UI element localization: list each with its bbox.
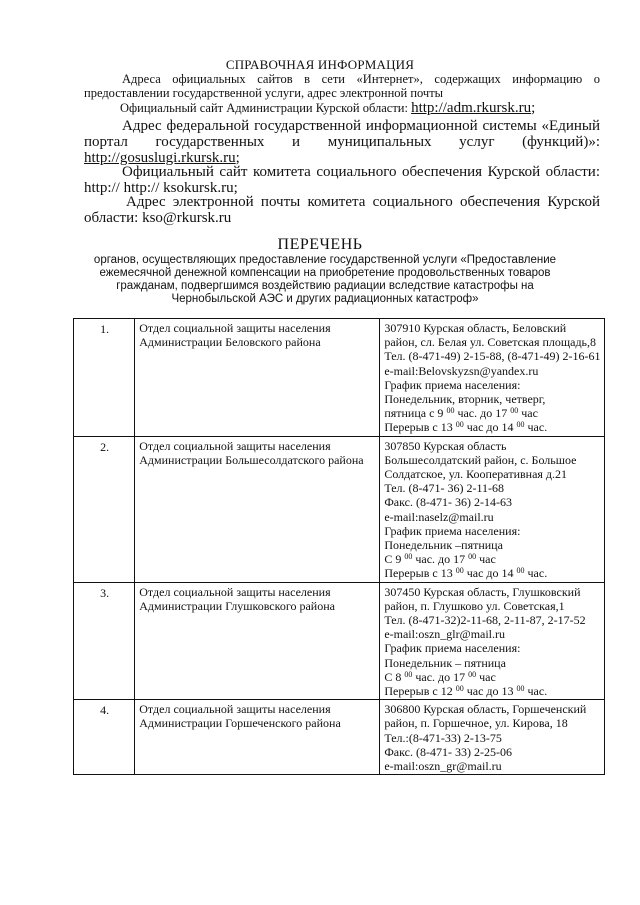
table-row [74, 319, 605, 437]
schedule-days: Понедельник, вторник, четверг, [384, 392, 546, 407]
list-subtitle: органов, осуществляющих предоставление государственной услуги «Предоставление ежемесячной денежной компенсации на приобретение продовольственных товаров гражданам, подвергшимся воздействию радиации вследствие катастрофы на Чернобыльской АЭС и других радиационных катастроф» [93, 254, 557, 305]
schedule-days: Понедельник – пятница [384, 655, 506, 670]
portal-link[interactable]: http://gosuslugi.rkursk.ru [84, 150, 236, 166]
contact-phone: Тел. (8-471- 36) 2-11-68 [384, 481, 505, 496]
agency-contacts [380, 582, 605, 700]
contact-address: 307850 Курская область Большесолдатский район, с. Большое Солдатское, ул. Кооперативная д.21 [384, 438, 577, 482]
schedule-break: Перерыв с 13 $^{00}$ час до 14 $^{00}$ час. [384, 420, 548, 435]
committee-site-link[interactable]: http:// http:// ksokursk.ru; [84, 180, 238, 196]
list-heading: ПЕРЕЧЕНЬ [277, 236, 363, 253]
contact-phone: Тел. (8-471-32)2-11-68, 2-11-87, 2-17-52 [384, 613, 586, 628]
portal-label: Адрес федеральной государственной информационной системы «Единый портал государственных и муниципальных услуг (функций)»: [84, 118, 600, 150]
contact-email[interactable]: e-mail:naselz@mail.ru [384, 509, 494, 524]
committee-site-label: Официальный сайт комитета социального обеспечения Курской области: [122, 164, 600, 180]
contact-address: 307450 Курская область, Глушковский район, п. Глушково ул. Советская,1 [384, 584, 581, 613]
row-number: 2. [74, 436, 135, 582]
contact-address: 307910 Курская область, Беловский район, сл. Белая ул. Советская площадь,8 [384, 321, 597, 350]
schedule-break: Перерыв с 12 $^{00}$ час до 13 $^{00}$ час. [384, 684, 548, 699]
schedule-hours: С 8 $^{00}$ час. до 17 $^{00}$ час [384, 669, 496, 684]
row-number: 4. [74, 700, 135, 775]
table-row [74, 582, 605, 700]
email-label: Адрес электронной почты комитета социального обеспечения Курской области: [84, 194, 600, 226]
contact-address: 306800 Курская область, Горшеченский район, п. Горшечное, ул. Кирова, 18 [384, 702, 587, 731]
admin-site-label: Официальный сайт Администрации Курской области: [120, 101, 408, 115]
schedule-label: График приема населения: [384, 377, 521, 392]
email-paragraph [84, 194, 600, 226]
contact-phone: Тел.:(8-471-33) 2-13-75 [384, 730, 502, 745]
schedule-days: Понедельник –пятница [384, 538, 503, 553]
schedule-label: График приема населения: [384, 641, 521, 656]
agency-contacts [380, 436, 605, 582]
contact-email[interactable]: e-mail:oszn_glr@mail.ru [384, 627, 506, 642]
agency-name: Отдел социальной защиты населения Администрации Беловского района [135, 319, 380, 437]
agency-contacts [380, 319, 605, 437]
table-row [74, 700, 605, 775]
semicolon: ; [235, 150, 240, 166]
intro-paragraph: Адреса официальных сайтов в сети «Интернет», содержащих информацию о предоставлении государственной услуги, адрес электронной почты [84, 72, 600, 100]
contact-phone: Тел. (8-471-49) 2-15-88, (8-471-49) 2-16-61 [384, 349, 601, 364]
document-title: СПРАВОЧНАЯ ИНФОРМАЦИЯ [225, 57, 415, 72]
contact-email[interactable]: e-mail:Belovskyzsn@yandex.ru [384, 363, 539, 378]
semicolon: ; [531, 100, 536, 116]
committee-site-paragraph [84, 164, 600, 196]
agency-contacts [380, 700, 605, 775]
agency-name: Отдел социальной защиты населения Администрации Горшеченского района [135, 700, 380, 775]
table-row [74, 436, 605, 582]
admin-site-link[interactable]: http://adm.rkursk.ru [411, 100, 532, 116]
schedule-hours: С 9 $^{00}$ час. до 17 $^{00}$ час [384, 552, 496, 567]
row-number: 1. [74, 319, 135, 437]
agencies-table [73, 318, 605, 775]
row-number: 3. [74, 582, 135, 700]
schedule-hours: пятница с 9 $^{00}$ час. до 17 $^{00}$ час [384, 406, 538, 421]
contact-fax: Факс. (8-471- 36) 2-14-63 [384, 495, 512, 510]
portal-paragraph [84, 118, 600, 166]
schedule-label: График приема населения: [384, 523, 521, 538]
agency-name: Отдел социальной защиты населения Администрации Большесолдатского района [135, 436, 380, 582]
agency-name: Отдел социальной защиты населения Администрации Глушковского района [135, 582, 380, 700]
committee-email[interactable]: kso@rkursk.ru [142, 210, 232, 226]
schedule-break: Перерыв с 13 $^{00}$ час до 14 $^{00}$ час. [384, 566, 548, 581]
admin-site-paragraph [120, 101, 600, 115]
contact-email[interactable]: e-mail:oszn_gr@mail.ru [384, 759, 502, 774]
contact-fax: Факс. (8-471- 33) 2-25-06 [384, 744, 512, 759]
